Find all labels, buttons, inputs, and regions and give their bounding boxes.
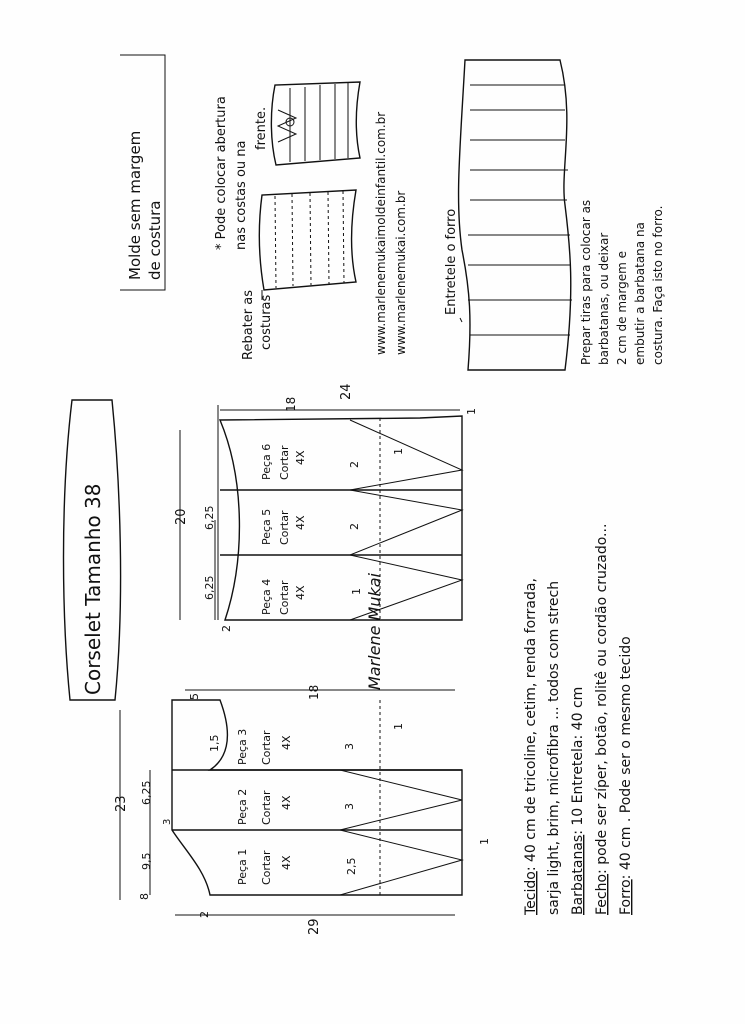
piece-4-qty: 4X [294,585,307,600]
materials-row-5 [618,636,634,915]
piece-6-name: Peça 6 [260,443,273,480]
boning-note-line-4: embutir a barbatana na [633,222,647,365]
back-dim-dart-mid: 2 [348,523,361,530]
piece-5-qty: 4X [294,515,307,530]
back-dim-height-upper: 18 [284,396,298,412]
rebater-note-line-2: costuras [259,294,274,350]
back-dim-width-a: 6,25 [203,575,216,600]
materials-row-4-label: Fecho [594,873,610,915]
opening-note-line-1: * Pode colocar abertura [214,96,229,250]
page-title: Corselet Tamanho 38 [81,483,105,695]
piece-3-qty: 4X [280,735,293,750]
front-dim-top-drop: 5 [188,693,201,700]
front-dim-height-upper: 18 [307,684,321,700]
front-dim-dart-left: 2,5 [345,857,358,875]
mold-note-box [120,55,165,290]
front-piece-labels [236,729,293,885]
corset-back-sketch [271,82,360,165]
front-dim-dart-mid: 3 [343,803,356,810]
materials-row-5-label: Forro [618,879,634,915]
back-dim-bottom-a: 1 [392,448,405,455]
front-dim-left-small: 2 [198,911,211,918]
piece-6-cut: Cortar [278,445,291,480]
back-pattern-pieces [180,405,462,620]
signature: Marlene Mukai [365,572,384,690]
rebater-note-line-1: Rebater as [241,290,256,360]
materials-row-3-label: Barbatanas [570,834,586,915]
boning-note-line-3: 2 cm de margem e [615,250,629,365]
back-dim-dart-right: 2 [348,461,361,468]
materials-row-4 [594,524,610,915]
materials-row-1-label: Tecido [523,871,539,915]
piece-1-cut: Cortar [260,850,273,885]
mold-note-line-1: Molde sem margem [126,130,144,280]
materials-list [523,524,634,916]
materials-row-1-text: : 40 cm de tricoline, cetim, renda forrada, [523,578,539,872]
front-dim-total-width: 23 [114,795,129,812]
piece-1-name: Peça 1 [236,848,249,885]
front-dim-curve: 1,5 [208,734,221,752]
materials-row-4-text: : pode ser zíper, botão, rolitê ou cordão cruzado... [594,523,610,874]
piece-1-qty: 4X [280,855,293,870]
front-dim-bottom-a: 1 [392,723,405,730]
piece-5-name: Peça 5 [260,508,273,545]
opening-note-line-2: nas costas ou na [234,140,249,250]
website-2: www.marlenemukai.com.br [394,190,408,355]
back-dim-bottom-b: 1 [465,408,478,415]
back-dim-height-total: 24 [339,383,354,400]
website-1: www.marlenemukaimoldeinfantil.com.br [374,111,388,355]
piece-3-cut: Cortar [260,730,273,765]
back-dim-width-b: 6,25 [203,505,216,530]
opening-note-line-3: frente. [254,106,269,150]
piece-2-name: Peça 2 [236,788,249,825]
back-dim-dart-left: 1 [350,588,363,595]
title-frame [64,400,121,700]
lining-strips-drawing [459,60,572,370]
interfacing-arrow [460,318,462,322]
materials-row-5-text: : 40 cm . Pode ser o mesmo tecido [618,636,634,880]
front-dim-height-total: 29 [307,918,322,935]
corset-front-sketch [259,190,356,290]
materials-row-2-text: sarja light, brim, microfibra ... todos com strech [546,580,562,915]
front-dim-width-c: 3 [162,818,173,825]
back-dim-total-width: 20 [174,508,189,525]
boning-note-line-5: costura. Faça isto no forro. [651,205,665,365]
materials-row-1 [523,578,539,916]
front-dim-top-offset: 8 [138,893,151,900]
piece-4-cut: Cortar [278,580,291,615]
piece-2-cut: Cortar [260,790,273,825]
mold-note-line-2: de costura [146,200,164,280]
piece-6-qty: 4X [294,450,307,465]
back-dim-left-small: 2 [220,625,233,632]
materials-row-3 [570,687,586,915]
front-dim-width-a: 9,5 [140,852,153,870]
boning-note-line-1: Prepar tiras para colocar as [579,199,593,365]
piece-4-name: Peça 4 [260,578,273,615]
materials-row-3-text: : 10 Entretela: 40 cm [570,686,586,835]
piece-3-name: Peça 3 [236,728,249,765]
front-dim-bottom-b: 1 [478,838,491,845]
boning-note-line-2: barbatanas, ou deixar [597,232,611,365]
front-dim-dart-right: 3 [343,743,356,750]
piece-2-qty: 4X [280,795,293,810]
interfacing-note: Entretele o forro [444,208,459,315]
materials-row-2 [546,581,562,915]
piece-5-cut: Cortar [278,510,291,545]
front-dim-width-b: 6,25 [140,780,153,805]
back-piece-labels [260,444,307,615]
